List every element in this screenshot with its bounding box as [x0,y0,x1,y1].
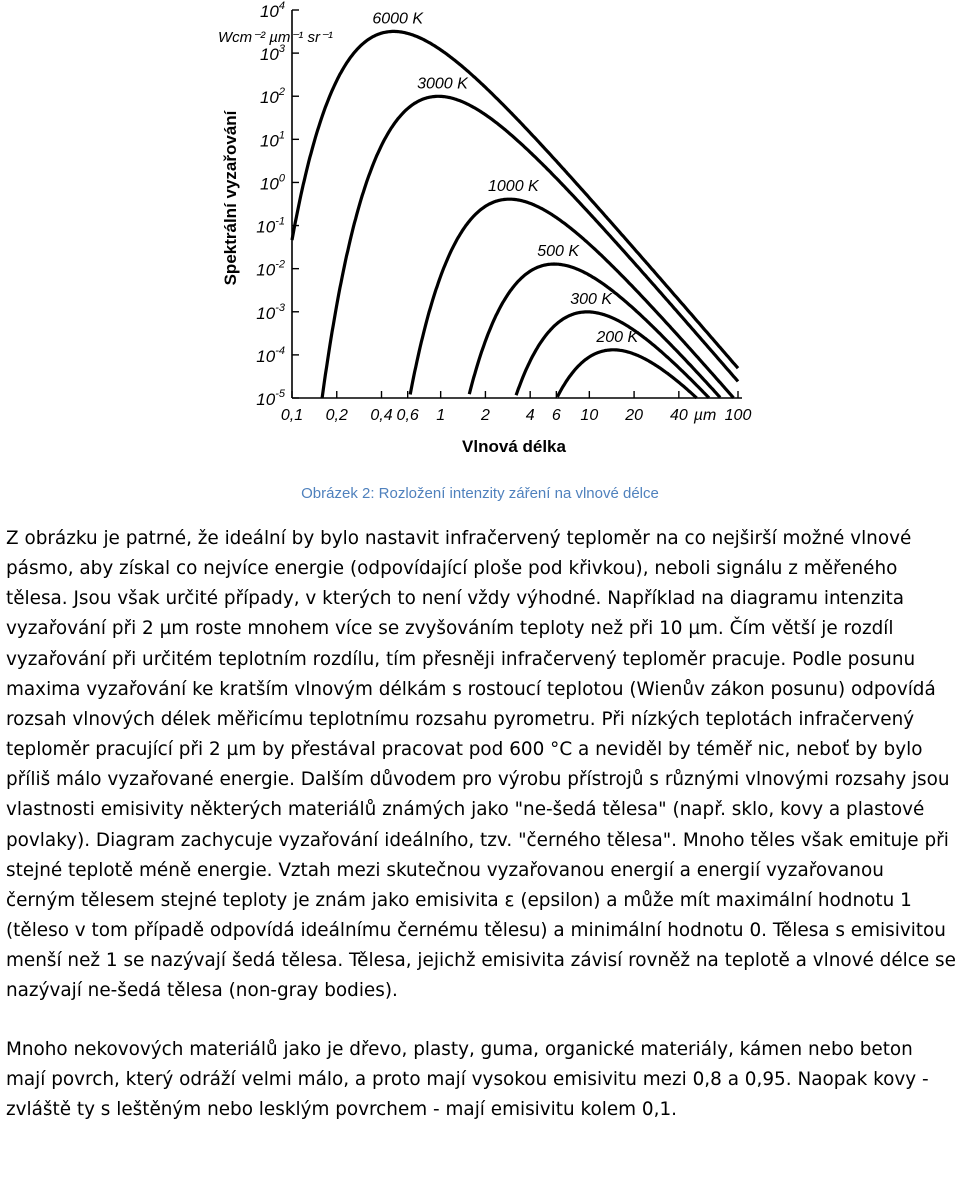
x-tick-label: 0,6 [396,407,419,424]
y-tick-label: $10^{-2}$ [256,258,285,280]
curve-label-300k: 300 K [570,290,613,308]
x-tick-label: 1 [436,407,446,424]
y-tick-label: $10^{-3}$ [256,301,285,323]
curve-500k [469,264,720,398]
y-axis-label: Spektrální vyzařování [221,110,240,286]
x-tick-label: 0,1 [280,407,304,424]
y-axis-unit: Wcm⁻² µm⁻¹ sr⁻¹ [218,29,333,46]
y-tick-label: $10^{-5}$ [256,388,285,409]
y-tick-label: $10^3$ [259,43,285,65]
x-tick-label: 6 [551,407,561,424]
blackbody-chart [0,0,960,470]
x-tick-label: 40 [669,407,688,424]
x-tick-label: 100 [724,407,752,424]
x-tick-label: 2 [480,407,490,424]
x-tick-label: 4 [525,407,535,424]
curve-200k [557,350,696,398]
y-tick-label: $10^2$ [259,86,285,108]
x-tick-label: 0,4 [370,407,393,424]
curve-label-3000k: 3000 K [417,75,468,93]
y-tick-label: $10^{-4}$ [256,344,285,366]
y-tick-label: $10^{-1}$ [256,215,285,237]
y-tick-label: $10^0$ [259,172,285,194]
x-unit-label: µm [693,407,717,424]
y-tick-label: $10^1$ [259,129,285,151]
curve-label-6000k: 6000 K [372,10,424,28]
x-tick-label: 20 [625,407,643,424]
body-text [6,524,958,1125]
curve-label-200k: 200 K [596,328,639,346]
paragraph: Z obrázku je patrné, že ideální by bylo nastavit infračervený teploměr na co nejširší možné vlnové pásmo, aby získal co nejvíce energie (odpovídající ploše pod křivkou), neboli signálu z měřeného tělesa. Jsou však určité případy, v kterých to není vždy výhodné. Například na diagramu intenzita vyzařování při 2 µm roste mnohem více se zvyšováním teploty než při 10 µm. Čím větší je rozdíl vyzařování při určitém teplotním rozdílu, tím přesněji infračervený teploměr pracuje. Podle posunu maxima vyzařování ke kratším vlnovým délkám s rostoucí teplotou (Wienův zákon posunu) odpovídá rozsah vlnových délek měřicímu teplotnímu rozsahu pyrometru. Při nízkých teplotách infračervený teploměr pracující při 2 µm by přestával pracovat pod 600 °C a neviděl by téměř nic, neboť by bylo příliš málo vyzařované energie. Dalším důvodem pro výrobu přístrojů s různými vlnovými rozsahy jsou vlastnosti emisivity některých materiálů známých jako "ne-šedá tělesa" (např. sklo, kovy a plastové povlaky). Diagram zachycuje vyzařování ideálního, tzv. "černého tělesa". Mnoho těles však emituje při stejné teplotě méně energie. Vztah mezi skutečnou vyzařovanou energií a energií vyzařovanou černým tělesem stejné teploty je znám jako emisivita ε (epsilon) a může mít maximální hodnotu 1 (těleso v tom případě odpovídá ideálnímu černému tělesu) a minimální hodnotu 0. Tělesa s emisivitou menší než 1 se nazývají šedá tělesa. Tělesa, jejichž emisivita závisí rovněž na teplotě a vlnové délce se nazývají ne-šedá tělesa (non-gray bodies). [6,528,956,1002]
x-tick-label: 0,2 [325,407,348,424]
chart-canvas [0,0,960,470]
figure-caption: Obrázek 2: Rozložení intenzity záření na vlnové délce [301,485,659,502]
curve-label-500k: 500 K [537,243,580,261]
x-tick-label: 10 [580,407,599,424]
curve-label-1000k: 1000 K [488,178,539,196]
x-axis-label: Vlnová délka [462,437,566,456]
curve-3000k [322,96,738,398]
paragraph: Mnoho nekovových materiálů jako je dřevo, plasty, guma, organické materiály, kámen nebo beton mají povrch, který odráží velmi málo, a proto mají vysokou emisivitu mezi 0,8 a 0,95. Naopak kovy - zvláště ty s leštěným nebo lesklým povrchem - mají emisivitu kolem 0,1. [6,1038,929,1120]
y-tick-label: $10^4$ [259,0,285,21]
